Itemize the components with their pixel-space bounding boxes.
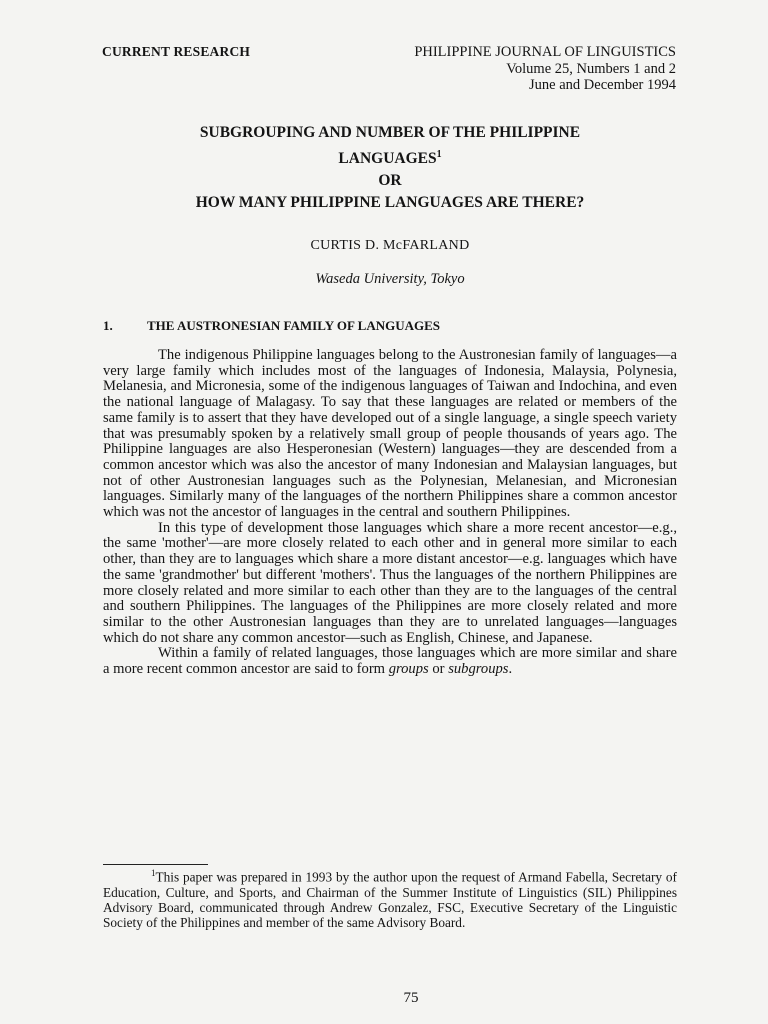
journal-volume: Volume 25, Numbers 1 and 2 xyxy=(506,60,676,77)
term-subgroups: subgroups xyxy=(448,661,509,678)
journal-name: PHILIPPINE JOURNAL OF LINGUISTICS xyxy=(414,44,676,60)
title-line-1: SUBGROUPING AND NUMBER OF THE PHILIPPINE xyxy=(199,124,581,141)
footnote-mark: 1 xyxy=(151,868,156,878)
footnote-text: This paper was prepared in 1993 by the author upon the request of Armand Fabella, Secretary of Education, Culture, and Sports, and Chairman of the Summer Institute of Linguistics (SIL) Philippines Advisory Board, communicated through Andrew Gonzalez, FSC, Executive Secretary of the Linguistic Society of the Philippines and member of the same Advisory Board. xyxy=(103,869,677,931)
term-groups: groups xyxy=(388,661,429,678)
paragraph-1: The indigenous Philippine languages belong to the Austronesian family of languages—a very large family which includes most of the languages of Indonesia, Malaysia, Polynesia, Melanesia, and Micronesia, some of the indigenous languages of Taiwan and Indochina, and even the national language of Malagasy. To say that these languages are related or members of the same family is to assert that they have developed out of a single language, a single speech variety that was presumably spoken by a relatively small group of people thousands of years ago. The Philippine languages are also Hesperonesian (Western) languages—they are descended from a common ancestor which was also the ancestor of many Indonesian and Malaysian languages, but not of other Austronesian languages such as the Polynesian, Melanesian, and Micronesian languages. Similarly many of the languages of the northern Philippines share a common ancestor which was not the ancestor of languages in the central and southern Philippines. xyxy=(103,347,677,521)
section-heading xyxy=(103,318,440,334)
running-head-journal xyxy=(414,44,676,94)
section-number: 1. xyxy=(103,318,113,333)
paragraph-3-or: or xyxy=(432,661,445,678)
paragraph-3 xyxy=(103,646,677,677)
title-line-3: OR xyxy=(378,172,402,189)
author-affiliation: Waseda University, Tokyo xyxy=(315,271,465,287)
paragraph-3-text: Within a family of related languages, those languages which are more similar and share a more recent common ancestor are said to form xyxy=(103,645,677,678)
footnote xyxy=(103,866,677,930)
title-line-4: HOW MANY PHILIPPINE LANGUAGES ARE THERE? xyxy=(195,194,585,211)
article-title xyxy=(110,122,670,214)
section-title: THE AUSTRONESIAN FAMILY OF LANGUAGES xyxy=(147,318,441,333)
footnote-1 xyxy=(103,866,677,930)
footnote-separator xyxy=(103,864,208,865)
author-name: CURTIS D. McFARLAND xyxy=(310,238,470,253)
page-number: 75 xyxy=(403,990,419,1006)
journal-date: June and December 1994 xyxy=(529,77,676,93)
paragraph-3-end: . xyxy=(508,661,513,678)
title-footnote-mark[interactable]: 1 xyxy=(436,149,442,160)
running-head-section: CURRENT RESEARCH xyxy=(102,44,251,59)
title-line-2-text: LANGUAGES xyxy=(338,150,437,167)
paragraph-2: In this type of development those languages which share a more recent ancestor—e.g., the same 'mother'—are more closely related to each other and in general more similar to each other, than they are to languages which share a more distant ancestor—e.g. languages which have the same 'grandmother' but different 'mothers'. Thus the languages of the northern Philippines are more closely related and more similar to each other than they are to the languages of the central and southern Philippines. The languages of the Philippines are more closely related and more similar to the other Austronesian languages than they are to unrelated languages—languages which do not share any common ancestor—such as English, Chinese, and Japanese. xyxy=(103,519,677,646)
body-text xyxy=(103,348,677,678)
title-line-2 xyxy=(110,144,670,170)
